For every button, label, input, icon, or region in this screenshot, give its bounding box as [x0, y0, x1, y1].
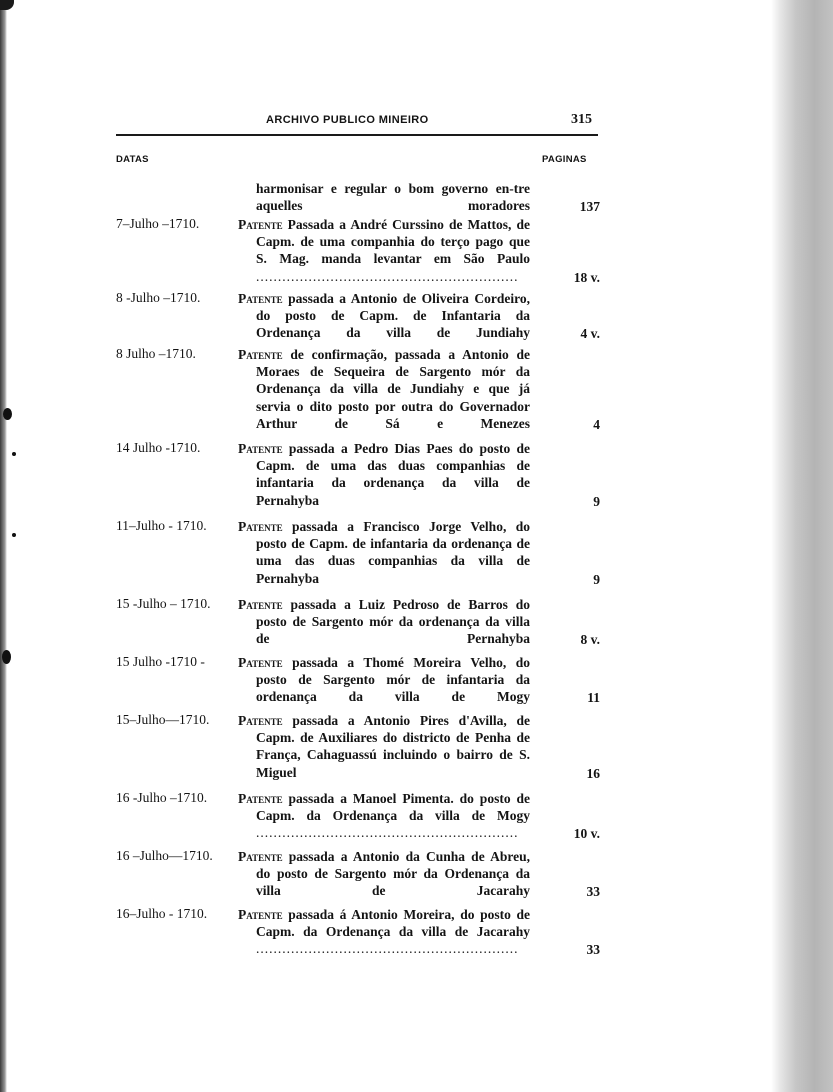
entry-kind: Patente [238, 713, 293, 728]
entry-text: passada a Manoel Pimenta. do posto de Capm. da Ordenança da villa de Mogy [256, 791, 530, 824]
running-title: ARCHIVO PUBLICO MINEIRO [266, 114, 429, 126]
entry-kind: Patente [238, 347, 291, 362]
scan-speck [3, 408, 12, 420]
entry-page-number: 10 v. [573, 826, 600, 842]
entry-text: de confirmação, passada a Antonio de Moraes de Sequeira de Sargento mór da Ordenança da villa de Jundiahy e que já servia o dito posto por outra do Governador Arthur de Sá e Menezes [256, 347, 530, 431]
entry-date: 16 -Julho –1710. [116, 790, 208, 805]
entry-description [238, 216, 530, 285]
entry-text: harmonisar e regular o bom governo en-tre aquelles moradores [256, 181, 530, 214]
entry-kind: Patente [238, 655, 293, 670]
dot-leader: ............................................................ [256, 825, 519, 841]
entry-text: passada a Thomé Moreira Velho, do posto de Sargento mór de infantaria da ordenança da villa de Mogy [256, 655, 530, 705]
entry-text: passada a Antonio Pires d'Avilla, de Capm. de Auxiliares do districto de Penha de França, Cahaguassú incluindo o bairro de S. Miguel [256, 713, 530, 780]
entry-text: Passada a André Curssino de Mattos, de Capm. de uma companhia do terço pago que S. Mag. manda levantar em São Paulo [256, 217, 530, 267]
entry-kind: Patente [238, 519, 293, 534]
entry-description [238, 440, 530, 509]
entry-page-number: 18 v. [573, 269, 600, 285]
entry-date: 14 Julho -1710. [116, 440, 201, 455]
entry-date: 16 –Julho—1710. [116, 848, 213, 863]
entry-page-number: 8 v. [580, 632, 600, 648]
page-number: 315 [571, 112, 592, 127]
entry-page-number: 9 [593, 571, 600, 587]
scan-speck [2, 650, 11, 664]
entry-kind: Patente [238, 291, 289, 306]
entry-date: 16–Julho - 1710. [116, 906, 208, 921]
dot-leader: ............................................................ [256, 941, 519, 957]
entry-description [256, 180, 530, 214]
entry-text: passada a Luiz Pedroso de Barros do posto de Sargento mór da ordenança da villa de Pernahyba [256, 597, 530, 647]
column-label-paginas: PAGINAS [542, 154, 587, 165]
scan-right-edge [771, 0, 833, 1092]
entry-date: 8 -Julho –1710. [116, 290, 201, 305]
entry-description [238, 712, 530, 781]
entry-page-number: 4 v. [580, 326, 600, 342]
entry-description [238, 848, 530, 900]
entry-description [238, 654, 530, 706]
scan-left-edge [0, 0, 7, 1092]
entry-page-number: 16 [586, 765, 600, 781]
entry-page-number: 9 [593, 493, 600, 509]
entry-text: passada á Antonio Moreira, do posto de Capm. da Ordenança da villa de Jacarahy [256, 907, 530, 940]
scan-speck [12, 533, 16, 537]
entry-description [238, 596, 530, 648]
entry-kind: Patente [238, 217, 288, 232]
entry-kind: Patente [238, 441, 289, 456]
entry-date: 15–Julho—1710. [116, 712, 210, 727]
entry-text: passada a Antonio da Cunha de Abreu, do posto de Sargento mór da Ordenança da villa de Jacarahy [256, 849, 530, 899]
entry-description [238, 346, 530, 432]
entry-kind: Patente [238, 907, 289, 922]
page-header [116, 114, 598, 136]
entry-page-number: 4 [593, 416, 600, 432]
entry-description [238, 790, 530, 842]
entry-date: 11–Julho - 1710. [116, 518, 207, 533]
entry-page-number: 33 [586, 942, 600, 958]
entry-date: 7–Julho –1710. [116, 216, 200, 231]
entry-date: 8 Julho –1710. [116, 346, 196, 361]
entry-kind: Patente [238, 791, 289, 806]
entry-description [238, 290, 530, 342]
entry-page-number: 33 [586, 884, 600, 900]
entry-date: 15 Julho -1710 - [116, 654, 205, 669]
scan-speck [12, 452, 16, 456]
entry-kind: Patente [238, 849, 289, 864]
entry-date: 15 -Julho – 1710. [116, 596, 211, 611]
entry-text: passada a Pedro Dias Paes do posto de Capm. de uma das duas companhias de infantaria da ordenança da villa de Pernahyba [256, 441, 530, 508]
entry-text: passada a Antonio de Oliveira Cordeiro, do posto de Capm. de Infantaria da Ordenança da villa de Jundiahy [256, 291, 530, 341]
entry-description [238, 518, 530, 587]
dot-leader: ............................................................ [256, 268, 519, 284]
column-label-datas: DATAS [116, 154, 149, 165]
entry-page-number: 11 [587, 690, 600, 706]
entry-description [238, 906, 530, 958]
entry-page-number: 137 [579, 199, 600, 215]
scan-corner-mark [0, 0, 14, 10]
entry-text: passada a Francisco Jorge Velho, do posto de Capm. de infantaria da ordenança de uma das duas companhias da villa de Pernahyba [256, 519, 530, 586]
entry-kind: Patente [238, 597, 291, 612]
